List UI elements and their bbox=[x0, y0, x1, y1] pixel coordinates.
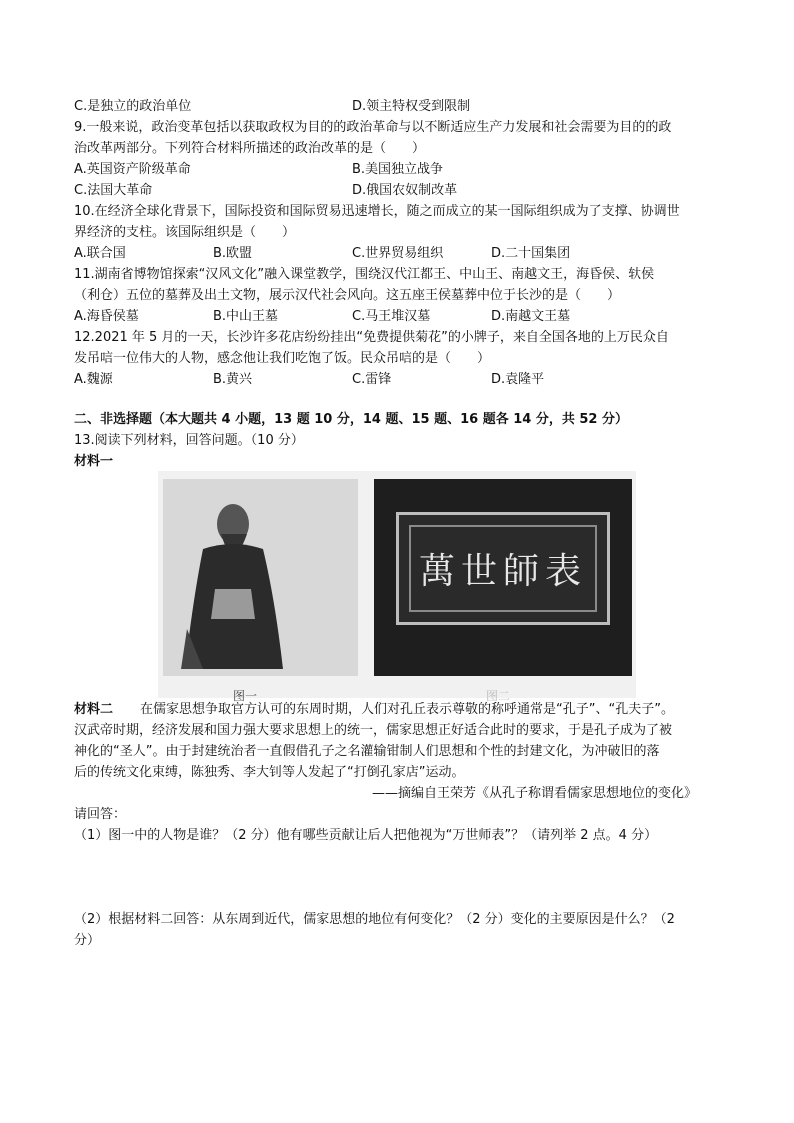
q9-stem-2: 治改革两部分。下列符合材料所描述的政治改革的是（ ） bbox=[74, 141, 426, 156]
material-1-figure bbox=[158, 471, 636, 703]
q9-option-c: C.法国大革命 bbox=[74, 183, 153, 198]
figure-1-caption: 图一 bbox=[233, 689, 258, 703]
q12-option-a: A.魏源 bbox=[74, 372, 113, 387]
q11-stem-2: （利仓）五位的墓葬及出土文物，展示汉代社会风向。这五座王侯墓葬中位于长沙的是（ ） bbox=[74, 288, 621, 303]
plaque bbox=[396, 512, 610, 625]
q10-option-b: B.欧盟 bbox=[213, 246, 253, 261]
material-2-source: ——摘编自王荣芳《从孔子称谓看儒家思想地位的变化》 bbox=[372, 786, 698, 801]
section-2-heading: 二、非选择题（本大题共 4 小题，13 题 10 分，14 题、15 题、16 题各 14 分，共 52 分） bbox=[74, 412, 628, 427]
q12-option-b: B.黄兴 bbox=[213, 372, 253, 387]
q8-option-c: C.是独立的政治单位 bbox=[74, 99, 192, 114]
q8-option-d: D.领主特权受到限制 bbox=[352, 99, 471, 114]
material-2-label: 材料二 bbox=[74, 702, 114, 717]
confucius-figure-icon bbox=[163, 479, 358, 676]
figure-2-plaque-photo bbox=[374, 479, 632, 703]
material-2-line-2: 汉武帝时期，经济发展和国力强大要求思想上的统一，儒家思想正好适合此时的要求，于是孔子成为了被 bbox=[74, 723, 673, 738]
q12-option-c: C.雷锋 bbox=[352, 372, 392, 387]
q12-stem-1: 12.2021 年 5 月的一天，长沙许多花店纷纷挂出“免费提供菊花”的小牌子，来自全国各地的上万民众自 bbox=[74, 330, 669, 345]
q12-stem-2: 发吊唁一位伟大的人物，感念他让我们吃饱了饭。民众吊唁的是（ ） bbox=[74, 351, 491, 366]
q9-stem-1: 9.一般来说，政治变革包括以获取政权为目的的政治革命与以不断适应生产力发展和社会需要为目的的政 bbox=[74, 120, 672, 135]
sub-question-1: （1）图一中的人物是谁？（2 分）他有哪些贡献让后人把他视为“万世师表”？（请列举 2 点。4 分） bbox=[74, 828, 658, 843]
q11-option-b: B.中山王墓 bbox=[213, 309, 279, 324]
q10-option-c: C.世界贸易组织 bbox=[352, 246, 444, 261]
q11-option-c: C.马王堆汉墓 bbox=[352, 309, 431, 324]
sub-question-2-line-1: （2）根据材料二回答：从东周到近代，儒家思想的地位有何变化？（2 分）变化的主要原因是什么？（2 bbox=[74, 912, 675, 927]
material-2-line-3: 神化的“圣人”。由于封建统治者一直假借孔子之名灌输钳制人们思想和个性的封建文化，为冲破旧的落 bbox=[74, 744, 660, 759]
q9-option-d: D.俄国农奴制改革 bbox=[352, 183, 458, 198]
material-2-line-1: 在儒家思想争取官方认可的东周时期，人们对孔丘表示尊敬的称呼通常是“孔子”、“孔夫子”。 bbox=[140, 702, 674, 717]
plaque-text: 萬世師表 bbox=[409, 525, 597, 612]
q10-option-a: A.联合国 bbox=[74, 246, 126, 261]
figure-1-confucius-portrait bbox=[163, 479, 358, 703]
material-2-line-4: 后的传统文化束缚，陈独秀、李大钊等人发起了“打倒孔家店”运动。 bbox=[74, 765, 465, 780]
q10-option-d: D.二十国集团 bbox=[491, 246, 571, 261]
q13-stem: 13.阅读下列材料，回答问题。（10 分） bbox=[74, 433, 304, 448]
answer-prompt: 请回答： bbox=[74, 807, 127, 822]
q9-option-b: B.美国独立战争 bbox=[352, 162, 444, 177]
q12-option-d: D.袁隆平 bbox=[491, 372, 545, 387]
q11-option-a: A.海昏侯墓 bbox=[74, 309, 139, 324]
q10-stem-1: 10.在经济全球化背景下，国际投资和国际贸易迅速增长，随之而成立的某一国际组织成为了支撑、协调世 bbox=[74, 204, 680, 219]
material-1-label: 材料一 bbox=[74, 454, 114, 469]
q9-option-a: A.英国资产阶级革命 bbox=[74, 162, 191, 177]
sub-question-2-line-2: 分） bbox=[74, 933, 101, 948]
figure-2-caption: 图二 bbox=[486, 689, 511, 703]
q11-option-d: D.南越文王墓 bbox=[491, 309, 571, 324]
q10-stem-2: 界经济的支柱。该国际组织是（ ） bbox=[74, 225, 296, 240]
q11-stem-1: 11.湖南省博物馆探索“汉风文化”融入课堂教学，围绕汉代江都王、中山王、南越文王，海昏侯、轪侯 bbox=[74, 267, 655, 282]
